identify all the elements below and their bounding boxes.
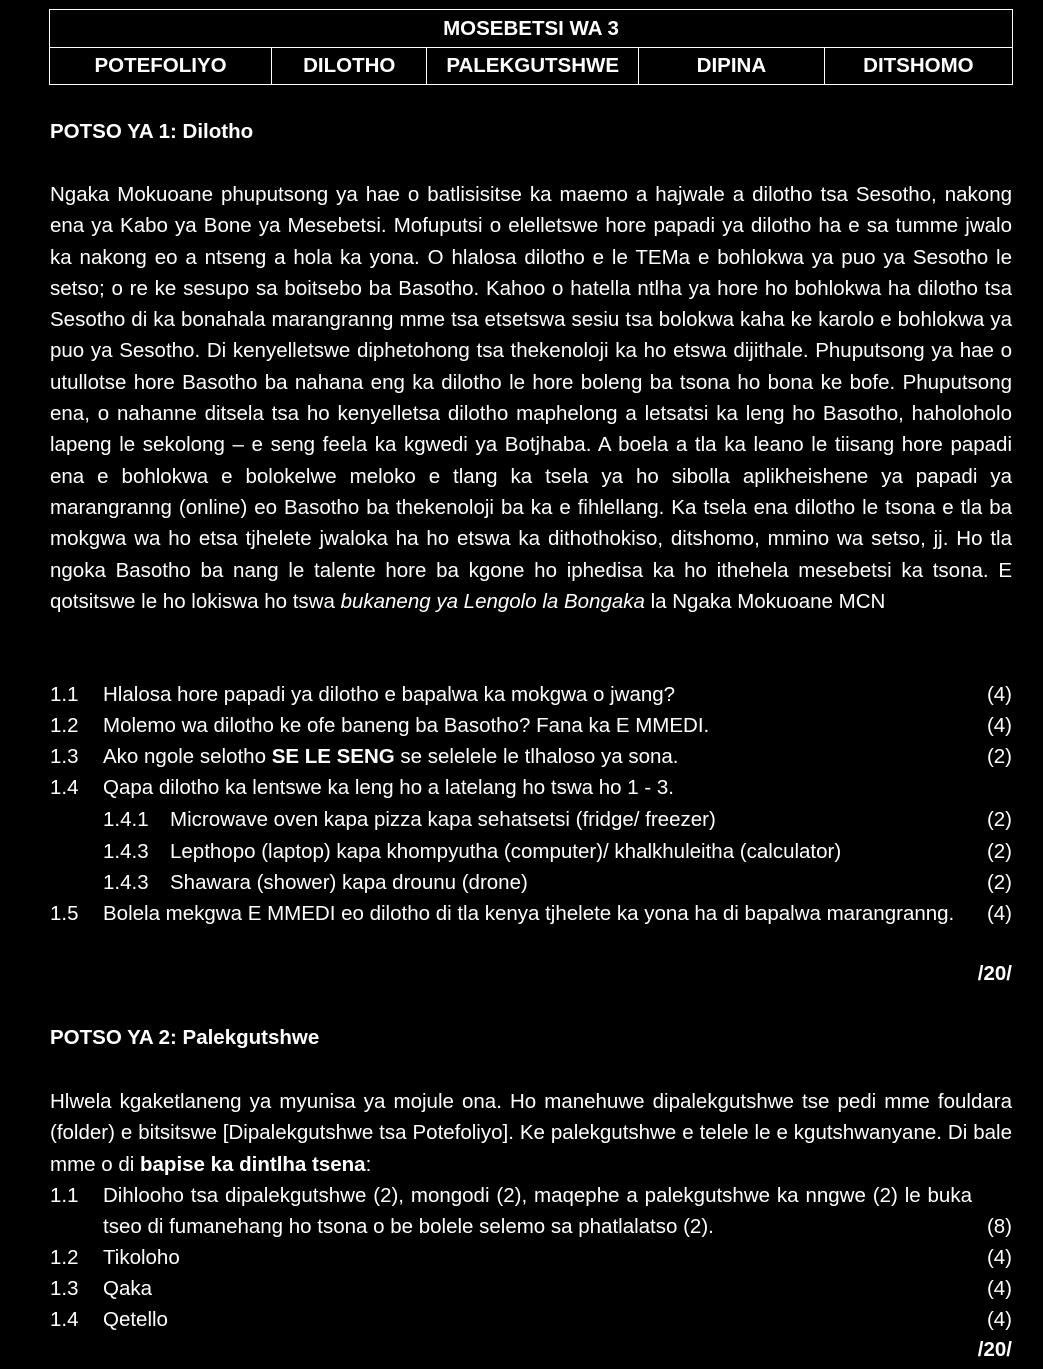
question-text: Qapa dilotho ka lentswe ka leng ho a latelang ho tswa ho 1 - 3. xyxy=(103,776,674,799)
question-mark: (4) xyxy=(986,902,1012,925)
question-mark: (2) xyxy=(986,840,1012,863)
question-1-4-3 xyxy=(50,867,1012,898)
question-number: 1.1 xyxy=(50,1184,79,1207)
text-before: Ako ngole selotho xyxy=(103,745,272,768)
question-1-2 xyxy=(50,710,1012,741)
question-1-1 xyxy=(50,679,1012,710)
question-2-3 xyxy=(50,1273,1012,1304)
question-number: 1.3 xyxy=(50,1277,79,1300)
question-number: 1.2 xyxy=(50,714,79,737)
question-mark: (4) xyxy=(986,1277,1012,1300)
column-dipina: DIPINA xyxy=(639,48,825,85)
question-mark: (4) xyxy=(986,683,1012,706)
activity-header-table xyxy=(49,9,1013,85)
question-text: Hlalosa hore papadi ya dilotho e bapalwa ka mokgwa o jwang? xyxy=(103,683,676,706)
question-mark: (2) xyxy=(986,871,1012,894)
question-1-4 xyxy=(50,772,1012,803)
question-2-heading: POTSO YA 2: Palekgutshwe xyxy=(50,1026,320,1049)
question-text xyxy=(103,741,678,772)
question-text: Molemo wa dilotho ke ofe baneng ba Basotho? Fana ka E MMEDI. xyxy=(103,714,710,737)
text-bold: SE LE SENG xyxy=(271,745,395,768)
question-number: 1.1 xyxy=(50,683,79,706)
column-ditshomo: DITSHOMO xyxy=(824,48,1012,85)
question-number: 1.4.3 xyxy=(103,840,149,863)
question-mark: (4) xyxy=(986,1246,1012,1269)
source-suffix: la Ngaka Mokuoane MCN xyxy=(644,589,886,613)
source-prefix: E qotsitswe le ho lokiswa ho tswa xyxy=(50,558,1012,613)
question-text: Bolela mekgwa E MMEDI eo dilotho di tla kenya tjhelete ka yona ha di bapalwa marangranng. xyxy=(103,902,955,925)
question-1-4-2 xyxy=(50,836,1012,867)
question-number: 1.4 xyxy=(50,776,79,799)
question-mark: (4) xyxy=(986,714,1012,737)
activity-title: MOSEBETSI WA 3 xyxy=(50,10,1013,48)
question-2-2 xyxy=(50,1242,1012,1273)
question-text: Microwave oven kapa pizza kapa sehatsetsi (fridge/ freezer) xyxy=(170,808,716,831)
question-text: Tikoloho xyxy=(103,1246,180,1269)
column-dilotho: DILOTHO xyxy=(272,48,427,85)
question-2-4 xyxy=(50,1304,1012,1335)
question-1-heading: POTSO YA 1: Dilotho xyxy=(50,120,254,143)
text-after: se selelele le tlhaloso ya sona. xyxy=(394,745,679,768)
question-text: Shawara (shower) kapa drounu (drone) xyxy=(170,871,528,894)
column-potefoliyo: POTEFOLIYO xyxy=(50,48,272,85)
question-mark: (2) xyxy=(986,745,1012,768)
question-1-4-1 xyxy=(50,804,1012,835)
question-number: 1.4.3 xyxy=(103,871,149,894)
question-mark: (8) xyxy=(986,1215,1012,1239)
question-2-total: /20/ xyxy=(977,1338,1012,1361)
question-number: 1.4.1 xyxy=(103,808,149,831)
question-2-1 xyxy=(50,1180,1012,1243)
intro-bold-text: bapise ka dintlha tsena xyxy=(140,1152,366,1176)
column-palekgutshwe: PALEKGUTSHWE xyxy=(427,48,639,85)
question-text: Dihlooho tsa dipalekgutshwe (2), mongodi (2), maqephe a palekgutshwe ka nngwe (2) le buka tseo di fumanehang ho tsona o be bolele selemo sa phatlalatso (2). xyxy=(103,1184,972,1239)
question-1-passage xyxy=(50,179,1012,617)
question-mark: (2) xyxy=(986,808,1012,831)
passage-main-text: Ngaka Mokuoane phuputsong ya hae o batlisisitse ka maemo a hajwale a dilotho tsa Sesotho, nakong ena ya Kabo ya Bone ya Mesebetsi. Mofuputsi o elelletswe hore papadi ya dilotho ha e sa tumme jwalo ka nakong eo a ntseng a hola ka yona. O hlalosa dilotho e le TEMa e bohlokwa ya puo ya Sesotho le setso; o re ke sesupo sa boitsebo ba Basotho. Kahoo o hatella ntlha ya hore ho bohlokwa ha dilotho tsa Sesotho di ka bonahala marangranng mme tsa etsetswa sesiu tsa bolokwa kaha ke karolo e bohlokwa ya puo ya Sesotho. Di kenyelletswe diphetohong tsa thekenoloji ka ho etswa dijithale. Phuputsong ya hae o utullotse hore Basotho ba nahana eng ka dilotho le hore boleng ba tsona ho bona ke bofe. Phuputsong ena, o nahanne ditsela tsa ho kenyelletsa dilotho maphelong a letsatsi ka leng ho Basotho, haholoholo lapeng le sekolong – e seng feela ka kgwedi ya Botjhaba. A boela a tla ka leano le tiisang hore papadi ena e bohlokwa e bolokelwe meloko e tlang ka tsela ya ho sibolla aplikheishene ya papadi ya marangranng (online) eo Basotho ba thekenoloji ba ka e fihlellang. Ka tsela ena dilotho le tsona e tla ba mokgwa wa ho etsa tjhelete jwaloka ha ho etswa ka dithothokiso, ditshomo, mmino wa setso, jj. Ho tla ngoka Basotho ba nang le talente hore ba kgone ho iphedisa ka ho ithehela mesebetsi ka tsona. xyxy=(50,183,1012,582)
question-text: Lepthopo (laptop) kapa khompyutha (computer)/ khalkhuleitha (calculator) xyxy=(170,840,842,863)
question-1-5 xyxy=(50,898,1012,929)
question-number: 1.4 xyxy=(50,1308,79,1331)
source-title: bukaneng ya Lengolo la Bongaka xyxy=(340,589,645,613)
question-mark: (4) xyxy=(986,1308,1012,1331)
question-number: 1.3 xyxy=(50,745,79,768)
question-1-3 xyxy=(50,741,1012,772)
intro-main-text: Hlwela kgaketlaneng ya myunisa ya mojule ona. Ho manehuwe dipalekgutshwe tse pedi mme fouldara (folder) e bitsitswe [Dipalekgutshwe tsa Potefoliyo]. Ke palekgutshwe e telele le e kgutshwanyane. Di bale mme o di xyxy=(50,1090,1012,1176)
question-text: Qetello xyxy=(103,1308,168,1331)
intro-end: : xyxy=(365,1152,372,1176)
question-1-total: /20/ xyxy=(977,962,1012,985)
question-number: 1.5 xyxy=(50,902,79,925)
question-number: 1.2 xyxy=(50,1246,79,1269)
question-2-intro xyxy=(50,1086,1012,1180)
question-text: Qaka xyxy=(103,1277,152,1300)
